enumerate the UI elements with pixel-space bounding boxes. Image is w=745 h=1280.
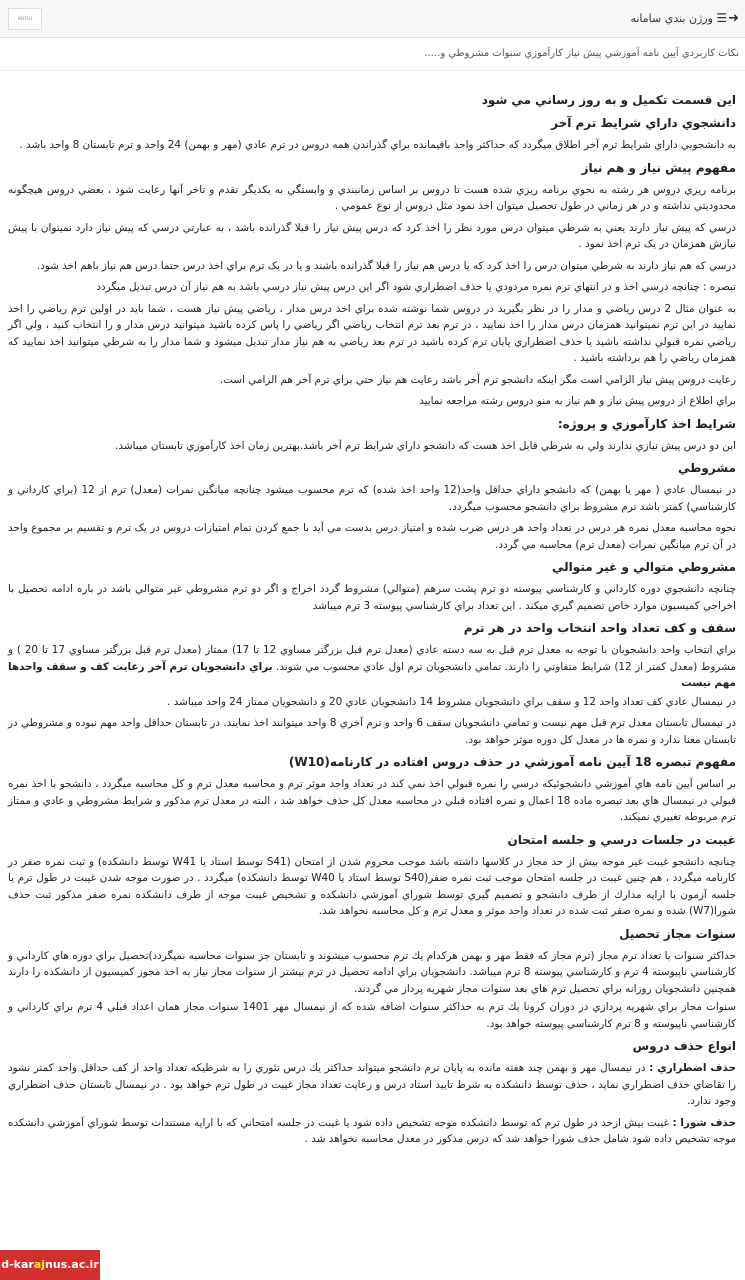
- section-title-course-removal: انواع حذف دروس: [632, 1039, 736, 1053]
- paragraph: نحوه محاسبه معدل نمره هر درس در تعداد واحد هر درس ضرب شده و امتياز درس بدست مي آيد با جمع کردن تمام امتيازات دروس در يک ترم و تقسيم بر مجموع واحد در آن ترم ميانگين نمرات (معدل ترم) محاسبه مي گردد.: [8, 522, 736, 551]
- top-bar: [0, 0, 745, 38]
- paragraph: [8, 1115, 736, 1148]
- paragraph: به دانشجويي داراي شرايط ترم آخر اطلاق ميگردد كه حداكثر واحد باقيمانده براي گذراندن همه دروس در ترم عادي (مهر و بهمن) 24 واحد و ترم تابستان 8 واحد باشد .: [19, 139, 736, 151]
- watermark-mid: aj: [33, 1258, 46, 1271]
- watermark-suffix: nus.ac.ir: [45, 1258, 99, 1271]
- bold-label: حذف اضطراري :: [649, 1062, 736, 1074]
- paragraph: تبصره : چنانچه درسي اخذ و در انتهاي ترم نمره مردودي يا حذف اضطراري شود اگر اين درس پيش نياز درسي باشد به هم نياز آن درس تبديل ميگردد: [96, 281, 736, 293]
- section-title-update: اين قسمت تکميل و به روز رساني مي شود: [481, 93, 736, 107]
- section-title-prerequisite: مفهوم پيش نياز و هم نياز: [581, 160, 736, 175]
- page-title: ورژن بندي سامانه: [630, 12, 713, 25]
- paragraph: درسي که پيش نياز دارند يعني به شرطي ميتوان درس مورد نظر را اخذ کرد که درس پيش نياز را قبلا گذرانده باشد ، به عبارتي درسي که پيش نياز دارد نميتوان با پيش نيازش همزمان در يک ترم اخذ نمود .: [8, 221, 736, 250]
- paragraph-text: در نيمسال مهر و بهمن چند هفته مانده به پايان ترم دانشجو ميتواند حداكثر يك درس تئوري را به شرطيكه تعداد واحد از كف حداقل واحد كمتر نشود را تقاضاي حذف اضطراري نمايد ، حذف توسط دانشكده به شرط تاييد استاد درس و رعايت تعداد مجاز غيبت در طول ترم خواهد بود . در نيمسال تابستان حذف اضطراري وجود ندارد.: [8, 1062, 736, 1107]
- section-title-study-years: سنوات مجاز تحصيل: [619, 926, 736, 941]
- paragraph: رعايت دروس پيش نياز الزامي است مگر اينکه دانشجو ترم آخر باشد رعايت هم نياز حتي براي ترم آخر هم الزامي است.: [219, 373, 736, 386]
- menu-icon[interactable]: ☰: [716, 11, 727, 25]
- bold-label: حذف شورا :: [672, 1116, 736, 1129]
- paragraph: درسي که هم نياز دارند به شرطي ميتوان درس را اخذ کرد که يا درس هم نياز را قبلا گذرانده باشند و يا در يک ترم براي اخذ درس حتما درس هم نياز باهم اخذ شود.: [36, 259, 736, 272]
- section-title-absence: غيبت در جلسات درسي و جلسه امتحان: [507, 832, 736, 847]
- section-title-final-term: دانشجوي داراي شرايط ترم آخر: [551, 116, 736, 130]
- paragraph: به عنوان مثال 2 درس رياضي و مدار را در نظر بگيريد در دروس شما نوشته شده براي اخذ درس مدار ، رياضي پيش نياز هست ، شما بايد در اولين ترم رياضي را اخذ نماييد در اين ترم نميتوانيد همزمان درس مدار را اخذ نماييد ، در ترم بعد ترم انتخاب رياضي اگر رياضي را پاس کرده باشيد ميتوانيد درس مدار و را انتخاب کنيد ، ولي اگر رياضي نمره قبولي نداشته باشيد يا حذف اضطراري پايان ترم کرده باشيد در ترم بعد رياضي به هم نياز مدار تبديل ميشود و شما مدار را به شرطي ميتوانيد اخذ نماييد که همزمان رياضي را هم برداشته باشيد .: [8, 302, 736, 364]
- paragraph: [8, 1060, 736, 1110]
- paragraph: اين دو درس پيش نيازي ندارند ولي به شرطي قابل اخذ هست که دانشجو داراي شرايط ترم آخر باشد.بهترين زمان اخذ کارآموزي تابستان ميباشد.: [115, 439, 736, 452]
- section-title-consecutive-probation: مشروطي متوالي و غير متوالي: [552, 560, 736, 574]
- site-watermark: [0, 1250, 100, 1280]
- mini-button[interactable]: iemu: [8, 8, 42, 30]
- back-arrow-icon[interactable]: ➜: [728, 11, 739, 26]
- article-content: [8, 86, 736, 1153]
- section-title-credit-limits: سقف و كف تعداد واحد انتخاب واحد در هر ترم: [463, 621, 736, 635]
- section-title-probation: مشروطي: [677, 461, 736, 475]
- paragraph: چنانچه دانشجوي دوره کارداني و کارشناسي پيوسته دو ترم پشت سرهم (متوالي) مشروط گردد اخراج و اگر دو ترم مشروطي غير متوالي باشد در باره ادامه تحصيل با اخراجي کميسيون موارد خاص تصميم گيري ميکند . اين تعداد براي کارشناسي پيوسته 3 ترم ميباشد: [8, 583, 736, 612]
- divider: [0, 70, 745, 71]
- paragraph: [8, 642, 736, 692]
- paragraph: سنوات مجاز براي شهريه پردازي در دوران كرونا يك ترم به حداكثر سنوات اضافه شده كه از نيمسال مهر 1401 سنوات مجاز همان اعداد قبلي 4 ترم براي كارداني و كارشناسي ناپيوسته و 8 ترم كارشناسي پيوسته خواهد بود.: [8, 1001, 736, 1030]
- paragraph: در نيمسال عادي كف تعداد واحد 12 و سقف براي دانشجويان مشروط 14 دانشجويان عادي 20 و دانشجويان ممتاز 24 واحد ميباشد .: [167, 695, 736, 708]
- paragraph: در نيمسال عادي ( مهر يا بهمن) كه دانشجو داراي حداقل واحد(12 واحد اخذ شده) که ترم محسوب ميشود چنانچه ميانگين نمرات (معدل) ترم از 12 (براي كارداني و كارشناسي) كمتر باشد ترم مشروط براي دانشجو محسوب ميگردد.: [8, 484, 736, 513]
- paragraph-text: براي انتخاب واحد دانشجويان با توجه به معدل ترم قبل به سه دسته عادي (معدل ترم قبل بزرگتر مساوي 12 تا 17) ممتاز (معدل ترم قبل بزرگتر مساوي 17 تا 20 ) و مشروط (معدل كمتر از 12) شرايط متفاوتي را دارند. تمامي دانشجويان ترم اول عادي محسوب مي شوند.: [8, 644, 737, 673]
- paragraph: بر اساس آيين نامه هاي آموزشي دانشجوئيکه درسي را نمره قبولي اخذ نمي کند در تعداد واحد موثر ترم و محاسبه معدل ترم و کل محاسبه ميگردد ، دانشجو با اخذ نمره قبولي در نيمسال هاي بعد تبصره ماده 18 اعمال و نمره افتاده قبلي در محاسبه معدل کل حذف خواهد شد ، البته در معدل ترم مذکور و شرايط مشروطي و عادي و ممتاز ترم مربوطه تغييري نميکند.: [8, 778, 736, 823]
- paragraph: چنانچه دانشجو غيبت غير موجه بيش از حد مجاز در کلاسها داشته باشد موجب محروم شدن از امتحان (S41 توسط استاد يا W41 توسط دانشكده) و ثبت نمره صفر در كارنامه ميگردد ، هم چنين غيبت در جلسه امتحان موجب ثبت نمره صفر(S40 توسط استاد يا W40 توسط دانشكده) ميگردد . در صورت موجه شدن غيبت در طول ترم يا جلسه آزمون با ارايه مدارك از طرف دانشجو و تصميم گيري توسط شوراي آموزشي دانشكده و تشخيص غيبت موجه از طرف دانشكده نمره صفر مذكور ثبت حذف شورا(W7) شده و نمره صفر ثبت شده در تعداد واحد موثر و معدل ترم و كل محاسبه نخواهد شد.: [8, 855, 736, 917]
- paragraph: براي اطلاع از دروس پيش نياز و هم نياز به منو دروس رشته مراجعه نماييد: [419, 395, 736, 407]
- paragraph: برنامه ريزي دروس هر رشته به نحوي برنامه ريزي شده هست تا دروس بر اساس زمانبندي و وابستگي به يکديگر تقدم و تاخر آنها رعايت شود ، بعضي دروس هيچگونه محدوديتي نداشته و در هر زماني در طول تحصيل ميتوان اخذ نمود مثل دروس از نوع عمومي .: [8, 183, 736, 212]
- paragraph: در نيمسال تابستان معدل ترم قبل مهم نيست و تمامي دانشجويان سقف 6 واحد و ترم آخري 8 واحد ميتوانند اخذ نمايند. در تابستان حداقل واحد مهم نبوده و مشروطي در تابستان معنا ندارد و نمره ها در معدل کل دوره موثر خواهد بود.: [8, 717, 736, 746]
- paragraph: حداكثر سنوات با تعداد ترم مجاز (ترم مجاز كه فقط مهر و بهمن هركدام يك ترم محسوب ميشوند و تابستان جز سنوات محاسبه نميگردد)تحصيل براي دوره هاي كارداني و كارشناسي ناپيوسته 4 ترم و كارشناسي پيوسته 8 ترم ميباشد. دانشجويان براي ادامه تحصيل در ترم بيشتر از سنوات مجاز نياز به اخذ مجوز كميسيون از دانشكده را دارند همچنين دانشجويان روزانه براي تحصيل ترم هاي بعد سنوات مجاز شهريه پرداز مي گردند.: [8, 949, 736, 995]
- section-title-internship: شرايط اخذ كارآموزي و پروژه:: [557, 416, 736, 431]
- breadcrumb-subtitle: نکات کاربردي آيين نامه آموزشي پيش نياز کارآموزي سنوات مشروطي و.....: [424, 48, 739, 59]
- watermark-prefix: d-kar: [1, 1258, 34, 1271]
- section-title-note-18: مفهوم تبصره 18 آيين نامه آموزشي در حذف دروس افتاده در كارنامه(W10): [288, 755, 736, 769]
- bold-note: براي دانشجويان ترم آخر رعايت کف و سقف واحدها مهم نيست: [8, 660, 736, 689]
- paragraph-text: غيبت بيش ازحد در طول ترم كه توسط دانشكده موجه تشخيص داده شود يا غيبت در جلسه امتحاني كه با ارايه مستندات توسط شوراي آموزشي دانشكده موجه تشخيص داده شود شامل حذف شورا خواهد شد كه درس مذكور در معدل محاسبه نخواهد شد .: [8, 1116, 736, 1145]
